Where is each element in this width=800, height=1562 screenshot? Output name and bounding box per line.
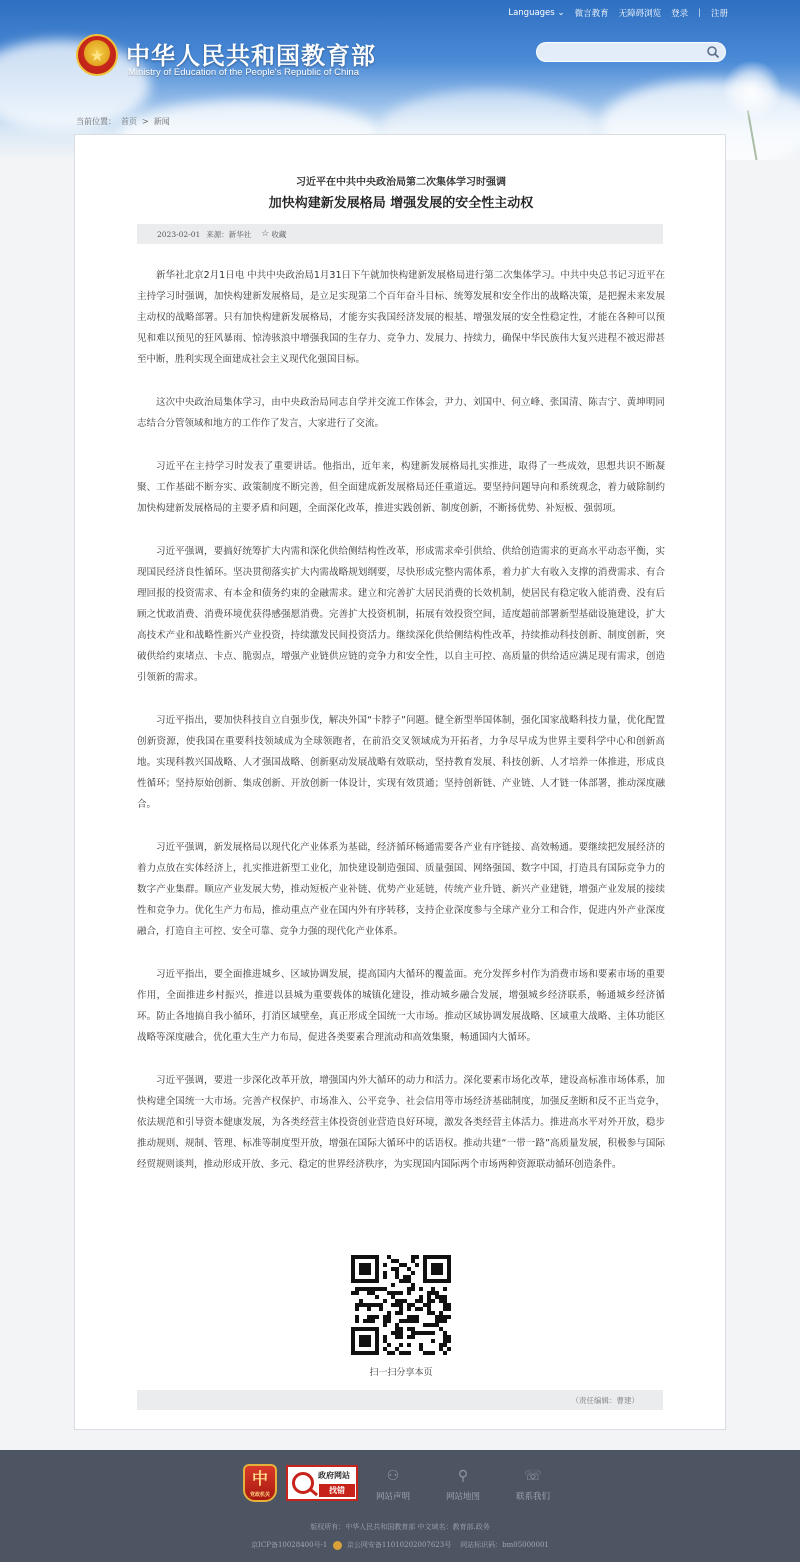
breadcrumb <box>76 116 175 127</box>
barrier-free-link[interactable]: 无障碍浏览 <box>618 9 662 19</box>
article-paragraph: 习近平强调，新发展格局以现代化产业体系为基础，经济循环畅通需要各产业有序链接、高效畅通。要继续把发展经济的着力点放在实体经济上，扎实推进新型工业化，加快建设制造强国、质量强国、网络强国、数字中国，打造具有国际竞争力的数字产业集群。顺应产业发展大势，推动短板产业补链、优势产业延链，传统产业升链、新兴产业建链，增强产业发展的接续性和竞争力。优化生产力布局，推动重点产业在国内外有序转移，支持企业深度参与全球产业分工和合作，促进内外产业深度融合，打造自主可控、安全可靠、竞争力强的现代化产业体系。 <box>137 842 665 937</box>
qr-share <box>351 1255 451 1378</box>
qr-code-icon <box>351 1255 451 1355</box>
breadcrumb-separator: > <box>142 117 149 126</box>
search-input[interactable] <box>536 42 726 62</box>
footer-link-statement[interactable] <box>363 1468 423 1502</box>
article-paragraph: 新华社北京2月1日电 中共中央政治局1月31日下午就加快构建新发展格局进行第二次集体学习。中共中央总书记习近平在主持学习时强调，加快构建新发展格局，是立足实现第二个百年奋斗目标、统筹发展和安全作出的战略决策，是把握未来发展主动权的战略部署。只有加快构建新发展格局，才能夯实我国经济发展的根基、增强发展的安全性稳定性，才能在各种可以预见和难以预见的狂风暴雨、惊涛骇浪中增强我国的生存力、竞争力、发展力、持续力，确保中华民族伟大复兴进程不被迟滞甚至中断，胜利实现全面建成社会主义现代化强国目标。 <box>137 270 665 365</box>
copyright: 版权所有：中华人民共和国教育部 中文域名：教育部.政务 <box>310 1523 490 1531</box>
favorite-label: 收藏 <box>271 229 287 239</box>
favorite-button[interactable] <box>261 229 286 240</box>
article-paragraph: 习近平指出，要加快科技自立自强步伐，解决外国“卡脖子”问题。健全新型举国体制，强化国家战略科技力量，优化配置创新资源，使我国在重要科技领域成为全球领跑者，在前沿交叉领域成为开拓者，力争尽早成为世界主要科学中心和创新高地。实现科教兴国战略、人才强国战略、创新驱动发展战略有效联动，坚持教育发展、科技创新、人才培养一体推进，形成良性循环；坚持原始创新、集成创新、开放创新一体设计，实现有效贯通；坚持创新链、产业链、人才链一体部署，推动深度融合。 <box>137 715 665 810</box>
police-badge-icon <box>333 1541 342 1550</box>
icp-line <box>0 1540 800 1550</box>
responsible-editor: （责任编辑：曹建） <box>571 1395 639 1405</box>
gov-badge-line2: 找错 <box>319 1484 355 1497</box>
party-government-badge[interactable] <box>243 1464 277 1502</box>
article-paragraph: 习近平强调，要搞好统筹扩大内需和深化供给侧结构性改革，形成需求牵引供给、供给创造需求的更高水平动态平衡，实现国民经济良性循环。坚决贯彻落实扩大内需战略规划纲要，尽快形成完整内需体系，着力扩大有收入支撑的消费需求、有合理回报的投资需求、有本金和债务约束的金融需求。建立和完善扩大居民消费的长效机制，使居民有稳定收入能消费、没有后顾之忧敢消费、消费环境优获得感强愿消费。完善扩大投资机制，拓展有效投资空间，适度超前部署新型基础设施建设，扩大高技术产业和战略性新兴产业投资，持续激发民间投资活力。继续深化供给侧结构性改革，持续推动科技创新、制度创新，突破供给约束堵点、卡点、脆弱点，增强产业链供应链的竞争力和安全性，以自主可控、高质量的供给适应满足现有需求，创造引领新的需求。 <box>137 546 665 683</box>
register-link[interactable]: 注册 <box>710 9 728 19</box>
contact-icon: ☏ <box>524 1468 542 1484</box>
magnifier-handle <box>310 1489 318 1496</box>
article-body <box>137 265 665 1197</box>
article-paragraph: 习近平强调，要进一步深化改革开放，增强国内外大循环的动力和活力。深化要素市场化改革，建设高标准市场体系，加快构建全国统一大市场。完善产权保护、市场准入、公平竞争、社会信用等市场经济基础制度，加强反垄断和反不正当竞争，依法规范和引导资本健康发展，为各类经营主体投资创业营造良好环境，激发各类经营主体活力。推进高水平对外开放，稳步推动规则、规制、管理、标准等制度型开放，增强在国际大循环中的话语权。推动共建“一带一路”高质量发展，积极参与国际经贸规则谈判，推动形成开放、多元、稳定的世界经济秩序，为实现国内国际两个市场两种资源联动循环创造条件。 <box>137 1075 665 1170</box>
footer-link-label: 网站地图 <box>445 1492 480 1502</box>
gov-error-report-badge[interactable] <box>286 1465 358 1501</box>
article-paragraph: 习近平指出，要全面推进城乡、区域协调发展，提高国内大循环的覆盖面。充分发挥乡村作为消费市场和要素市场的重要作用，全面推进乡村振兴，推进以县城为重要载体的城镇化建设，推动城乡融合发展，增强城乡经济联系，畅通城乡经济循环。防止各地搞自我小循环，打消区域壁垒，真正形成全国统一大市场。推动区域协调发展战略、区域重大战略、主体功能区战略等深度融合，优化重大生产力布局，促进各类要素合理流动和高效集聚，畅通国内大循环。 <box>137 969 665 1043</box>
site-id: 网站标识码：bm05000001 <box>460 1541 549 1549</box>
article-meta-bar <box>137 224 663 244</box>
top-links <box>508 7 728 19</box>
badge-label: 党政机关 <box>249 1492 270 1498</box>
languages-label: Languages <box>508 8 555 18</box>
footer-link-sitemap[interactable] <box>433 1468 493 1502</box>
gov-badge-line1: 政府网站 <box>318 1471 350 1480</box>
article-card <box>74 134 726 1430</box>
dandelion-decoration <box>722 60 782 120</box>
site-subtitle: Ministry of Education of the People's Republic of China <box>128 67 359 78</box>
breadcrumb-label: 当前位置： <box>76 117 116 126</box>
login-link[interactable]: 登录 <box>671 9 689 19</box>
breadcrumb-current[interactable]: 新闻 <box>153 117 170 126</box>
map-pin-icon: ⚲ <box>457 1468 469 1484</box>
languages-link[interactable] <box>508 8 564 18</box>
footer-link-label: 联系我们 <box>515 1492 550 1502</box>
qr-caption: 扫一扫分享本页 <box>369 1368 433 1378</box>
star-icon: ☆ <box>261 229 270 239</box>
editor-bar <box>137 1390 663 1410</box>
link-divider: | <box>698 8 701 18</box>
chevron-down-icon: ⌄ <box>557 8 565 18</box>
site-title[interactable]: 中华人民共和国教育部 <box>126 42 376 70</box>
breadcrumb-home[interactable]: 首页 <box>121 117 137 126</box>
article-paragraph: 习近平在主持学习时发表了重要讲话。他指出，近年来，构建新发展格局扎实推进，取得了一些成效，思想共识不断凝聚、工作基础不断夯实、政策制度不断完善，但全面建成新发展格局还任重道远。要坚持问题导向和系统观念，着力破除制约加快构建新发展格局的主要矛盾和问题，全面深化改革，推进实践创新、制度创新，不断扬优势、补短板、强弱项。 <box>137 461 665 514</box>
weibo-link[interactable]: 微言教育 <box>574 9 609 19</box>
police-record-link[interactable]: 京公网安备11010202007623号 <box>346 1541 452 1549</box>
article-headline: 加快构建新发展格局 增强发展的安全性主动权 <box>268 196 534 211</box>
national-emblem-icon: ★ <box>76 34 118 76</box>
search-icon[interactable] <box>706 45 720 59</box>
article-kicker: 习近平在中共中央政治局第二次集体学习时强调 <box>296 177 506 188</box>
icp-link[interactable]: 京ICP备10028400号-1 <box>251 1541 328 1549</box>
article-date: 2023-02-01 <box>157 229 201 239</box>
footer-link-label: 网站声明 <box>375 1492 410 1502</box>
article-source: 来源：新华社 <box>206 229 252 239</box>
badge-emblem-icon: 中 <box>251 1469 268 1488</box>
footer-link-contact[interactable] <box>503 1468 563 1502</box>
footer <box>0 1450 800 1562</box>
person-icon: ⚇ <box>386 1468 400 1484</box>
article-paragraph: 这次中央政治局集体学习，由中央政治局同志自学并交流工作体会，尹力、刘国中、何立峰、张国清、陈吉宁、黄坤明同志结合分管领域和地方的工作作了发言，大家进行了交流。 <box>137 397 665 429</box>
